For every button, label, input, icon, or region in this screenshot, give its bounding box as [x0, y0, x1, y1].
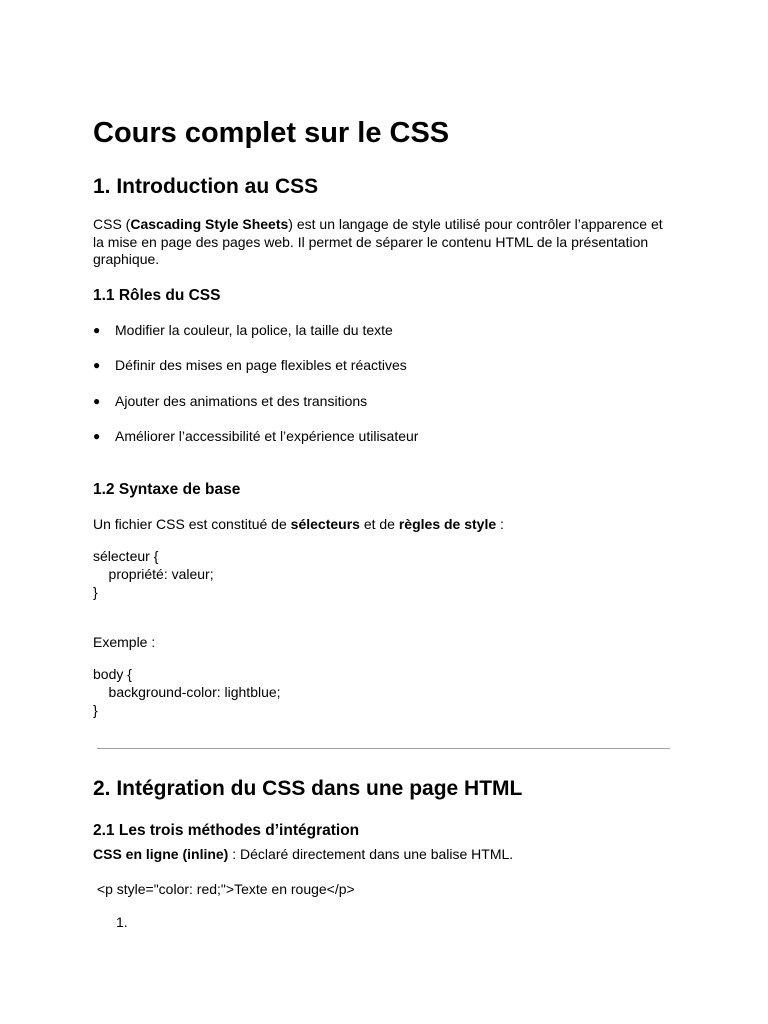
inline-desc-text: : Déclaré directement dans une balise HTML. [228, 846, 514, 862]
bold-term-inline: CSS en ligne (inline) [93, 846, 229, 862]
horizontal-divider [97, 748, 670, 749]
bullet-icon: ● [93, 429, 101, 443]
bold-term-selectors: sélecteurs [290, 516, 360, 532]
intro-paragraph [93, 216, 673, 269]
section-1-heading: 1. Introduction au CSS [93, 175, 319, 198]
intro-prefix: CSS ( [93, 216, 131, 232]
list-item-text: Améliorer l’accessibilité et l’expérience utilisateur [115, 428, 419, 444]
example-label: Exemple : [93, 634, 156, 650]
list-item [93, 357, 407, 374]
list-item-text: Définir des mises en page flexibles et réactives [115, 357, 407, 373]
bullet-icon: ● [93, 394, 101, 408]
intro-suffix: ) est un langage de style utilisé pour contrôler l’apparence et la mise en page des pages web. Il permet de séparer le contenu HTML de la présentation graphique. [93, 216, 663, 267]
list-item-text: Modifier la couleur, la police, la taille du texte [115, 322, 393, 338]
example-code-block: body { background-color: lightblue; } [93, 666, 281, 718]
syntax-desc-mid: et de [359, 516, 399, 532]
syntax-desc-prefix: Un fichier CSS est constitué de [93, 516, 291, 532]
bold-term-rules: règles de style [398, 516, 497, 532]
bullet-icon: ● [93, 323, 101, 337]
roles-heading: 1.1 Rôles du CSS [93, 287, 221, 304]
inline-css-description [93, 846, 673, 864]
inline-code-example: <p style="color: red;">Texte en rouge</p> [93, 881, 355, 897]
numbered-list-marker: 1. [116, 914, 128, 930]
syntax-code-block: sélecteur { propriété: valeur; } [93, 548, 214, 600]
syntax-description [93, 516, 673, 534]
list-item [93, 428, 419, 445]
syntax-heading: 1.2 Syntaxe de base [93, 481, 241, 498]
methods-heading: 2.1 Les trois méthodes d’intégration [93, 822, 360, 839]
syntax-desc-suffix: : [496, 516, 504, 532]
list-item [93, 393, 368, 410]
page-title: Cours complet sur le CSS [93, 117, 450, 149]
intro-bold-term: Cascading Style Sheets [130, 216, 289, 232]
list-item-text: Ajouter des animations et des transitions [115, 393, 368, 409]
list-item [93, 322, 393, 339]
section-2-heading: 2. Intégration du CSS dans une page HTML [93, 777, 523, 800]
bullet-icon: ● [93, 358, 101, 372]
